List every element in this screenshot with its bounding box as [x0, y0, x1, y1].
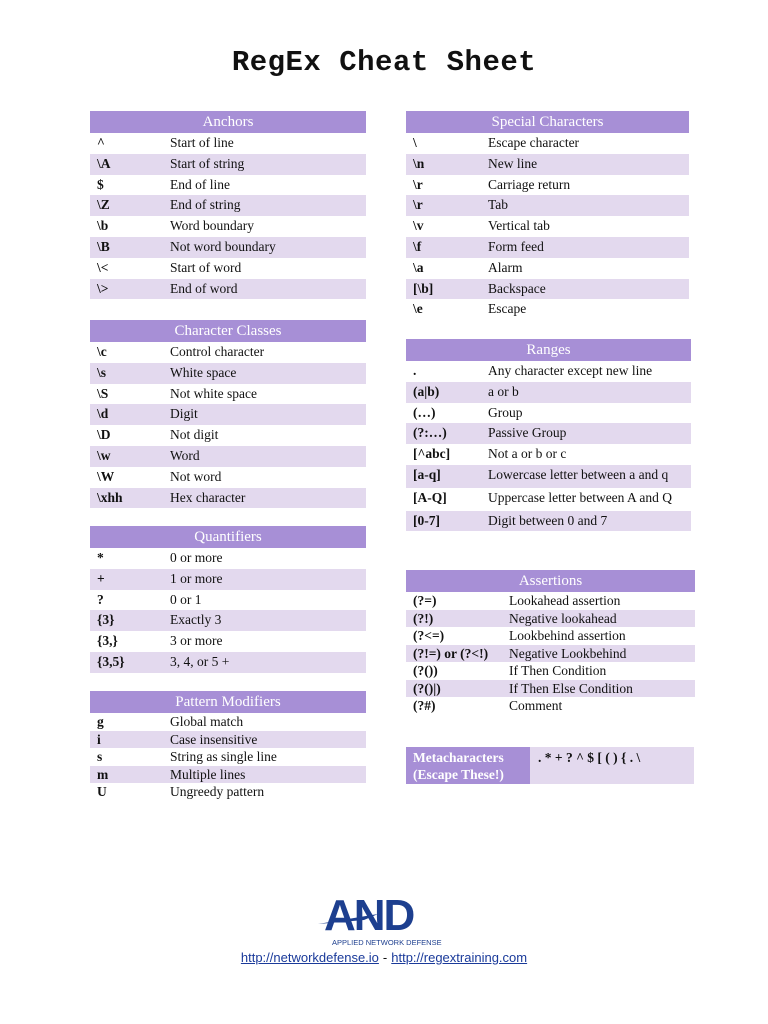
link-separator: -	[382, 950, 388, 965]
table-row	[90, 713, 366, 731]
row-symbol: ^	[97, 135, 105, 150]
table-row	[406, 216, 689, 237]
section-heading: Special Characters	[406, 111, 689, 133]
row-description: Carriage return	[488, 176, 571, 192]
row-symbol: \r	[413, 197, 423, 213]
metacharacters-label-line2: (Escape These!)	[413, 767, 504, 782]
row-symbol: (?=)	[413, 593, 437, 608]
row-description: Not white space	[170, 385, 257, 401]
table-row	[90, 731, 366, 749]
table-row	[406, 299, 689, 320]
metacharacters-box	[406, 747, 694, 784]
row-symbol: (?!)	[413, 610, 434, 626]
row-description: Lowercase letter between a and q	[488, 466, 669, 482]
row-symbol: \a	[413, 259, 424, 275]
row-description: Escape character	[488, 135, 580, 150]
table-row	[406, 195, 689, 216]
table-row	[406, 423, 691, 444]
table-row	[406, 133, 689, 154]
character-classes-section	[90, 320, 366, 508]
row-symbol: \B	[97, 238, 110, 254]
row-symbol: \n	[413, 155, 425, 171]
table-row	[406, 645, 695, 663]
table-row	[90, 384, 366, 405]
row-symbol: U	[97, 784, 107, 799]
section-heading: Ranges	[406, 339, 691, 361]
table-row	[90, 783, 366, 801]
row-symbol: \xhh	[97, 489, 123, 505]
row-symbol: \S	[97, 385, 109, 401]
footer-links	[0, 950, 768, 965]
table-row	[90, 363, 366, 384]
row-description: Not word	[170, 468, 222, 484]
section-heading: Pattern Modifiers	[90, 691, 366, 713]
row-description: Digit between 0 and 7	[488, 512, 608, 528]
row-description: If Then Else Condition	[509, 680, 633, 696]
row-symbol: $	[97, 176, 104, 192]
table-row	[90, 258, 366, 279]
row-symbol: {3,}	[97, 633, 118, 649]
row-description: Control character	[170, 344, 265, 359]
section-heading: Quantifiers	[90, 526, 366, 548]
row-description: Case insensitive	[170, 731, 258, 747]
row-description: a or b	[488, 383, 519, 399]
row-symbol: \e	[413, 301, 423, 317]
table-row	[406, 279, 689, 300]
row-symbol: (?!=) or (?<!)	[413, 645, 489, 661]
row-symbol: [^abc]	[413, 446, 451, 462]
table-row	[90, 652, 366, 673]
row-symbol: \v	[413, 218, 424, 234]
table-row	[406, 592, 695, 610]
row-description: Ungreedy pattern	[170, 784, 265, 799]
row-description: Lookahead assertion	[509, 593, 621, 608]
row-symbol: .	[413, 363, 417, 378]
row-symbol: *	[97, 550, 104, 565]
row-description: Not digit	[170, 427, 219, 443]
row-symbol: \d	[97, 406, 109, 422]
ranges-section	[406, 339, 691, 531]
row-description: End of string	[170, 197, 241, 213]
special-characters-section	[406, 111, 689, 320]
logo-subtitle: APPLIED NETWORK DEFENSE	[332, 938, 442, 947]
row-description: End of word	[170, 280, 238, 296]
row-symbol: (?<=)	[413, 628, 445, 643]
row-description: Lookbehind assertion	[509, 628, 626, 643]
row-description: If Then Condition	[509, 663, 607, 678]
row-description: 3 or more	[170, 633, 223, 649]
table-row	[90, 195, 366, 216]
row-description: Group	[488, 404, 523, 420]
table-row	[90, 766, 366, 784]
row-description: Start of string	[170, 155, 245, 171]
table-row	[406, 154, 689, 175]
row-description: Escape	[488, 301, 527, 317]
row-symbol: \w	[97, 447, 111, 463]
row-description: Start of line	[170, 135, 234, 150]
row-symbol: \	[413, 135, 417, 150]
row-description: White space	[170, 364, 237, 380]
section-heading: Character Classes	[90, 320, 366, 342]
section-heading: Assertions	[406, 570, 695, 592]
row-description: Word boundary	[170, 218, 255, 234]
row-symbol: \s	[97, 364, 107, 380]
row-symbol: (?()|)	[413, 680, 441, 696]
row-description: 0 or more	[170, 550, 223, 565]
row-description: Not a or b or c	[488, 446, 567, 462]
table-row	[90, 237, 366, 258]
row-symbol: \f	[413, 238, 422, 254]
row-description: String as single line	[170, 749, 277, 764]
row-symbol: (…)	[413, 404, 436, 420]
pattern-modifiers-section	[90, 691, 366, 801]
table-row	[406, 680, 695, 698]
row-description: Not word boundary	[170, 238, 276, 254]
row-symbol: \A	[97, 155, 111, 171]
row-symbol: {3}	[97, 612, 115, 628]
row-symbol: m	[97, 766, 109, 782]
table-row	[406, 258, 689, 279]
metacharacters-label	[406, 747, 530, 784]
table-row	[90, 590, 366, 611]
row-symbol: +	[97, 570, 105, 586]
table-row	[90, 467, 366, 488]
table-row	[406, 488, 691, 511]
table-row	[90, 488, 366, 509]
row-description: Global match	[170, 714, 244, 729]
row-description: New line	[488, 155, 538, 171]
table-row	[90, 279, 366, 300]
regextraining-link[interactable]: http://regextraining.com	[391, 950, 528, 965]
row-description: 1 or more	[170, 570, 223, 586]
row-description: Form feed	[488, 238, 544, 254]
row-symbol: \W	[97, 468, 115, 484]
assertions-section	[406, 570, 695, 715]
row-description: 3, 4, or 5 +	[170, 653, 230, 669]
row-symbol: {3,5}	[97, 653, 125, 669]
table-row	[90, 154, 366, 175]
row-symbol: (?#)	[413, 698, 436, 713]
row-symbol: (a|b)	[413, 383, 440, 399]
and-logo	[318, 890, 450, 950]
row-description: Start of word	[170, 259, 242, 275]
row-symbol: [a-q]	[413, 466, 441, 482]
table-row	[406, 444, 691, 465]
metacharacters-label-line1: Metacharacters	[413, 750, 504, 765]
table-row	[90, 610, 366, 631]
row-description: Negative Lookbehind	[509, 645, 627, 661]
table-row	[406, 697, 695, 715]
table-row	[90, 748, 366, 766]
row-symbol: g	[97, 714, 104, 729]
logo-text: AND	[324, 891, 414, 940]
table-row	[406, 627, 695, 645]
networkdefense-link[interactable]: http://networkdefense.io	[240, 950, 379, 965]
table-row	[406, 361, 691, 382]
row-description: Comment	[509, 698, 563, 713]
table-row	[406, 662, 695, 680]
row-symbol: \Z	[97, 197, 110, 213]
row-symbol: (?())	[413, 663, 438, 678]
row-symbol: \>	[97, 280, 109, 296]
table-row	[406, 175, 689, 196]
row-description: Uppercase letter between A and Q	[488, 489, 673, 505]
row-symbol: \r	[413, 176, 423, 192]
row-description: Multiple lines	[170, 766, 246, 782]
table-row	[90, 446, 366, 467]
row-description: End of line	[170, 176, 230, 192]
table-row	[406, 382, 691, 403]
row-description: Any character except new line	[488, 363, 653, 378]
table-row	[90, 425, 366, 446]
row-description: Vertical tab	[488, 218, 550, 234]
row-symbol: ?	[97, 591, 104, 607]
row-symbol: \D	[97, 427, 111, 443]
row-description: Alarm	[488, 259, 523, 275]
table-row	[406, 403, 691, 424]
row-symbol: s	[97, 749, 103, 764]
metacharacters-value: . * + ? ^ $ [ ( ) { . \	[538, 750, 641, 765]
row-description: Hex character	[170, 489, 246, 505]
row-symbol: [\b]	[413, 280, 434, 296]
row-symbol: (?:…)	[413, 425, 447, 441]
row-description: Backspace	[488, 280, 546, 296]
row-description: 0 or 1	[170, 591, 202, 607]
table-row	[90, 133, 366, 154]
table-row	[406, 465, 691, 488]
table-row	[90, 342, 366, 363]
row-description: Digit	[170, 406, 198, 422]
table-row	[90, 548, 366, 569]
row-symbol: \<	[97, 259, 109, 275]
quantifiers-section	[90, 526, 366, 673]
table-row	[90, 404, 366, 425]
table-row	[90, 631, 366, 652]
row-description: Negative lookahead	[509, 610, 617, 626]
table-row	[90, 175, 366, 196]
table-row	[90, 569, 366, 590]
row-description: Exactly 3	[170, 612, 222, 628]
row-description: Word	[170, 447, 200, 463]
table-row	[406, 610, 695, 628]
row-description: Tab	[488, 197, 509, 213]
row-symbol: \b	[97, 218, 109, 234]
table-row	[90, 216, 366, 237]
row-symbol: [A-Q]	[413, 489, 447, 505]
anchors-section	[90, 111, 366, 299]
row-description: Passive Group	[488, 425, 567, 441]
row-symbol: i	[97, 731, 101, 747]
row-symbol: \c	[97, 344, 107, 359]
table-row	[406, 511, 691, 532]
page-title: RegEx Cheat Sheet	[231, 46, 537, 79]
row-symbol: [0-7]	[413, 512, 440, 528]
section-heading: Anchors	[90, 111, 366, 133]
table-row	[406, 237, 689, 258]
